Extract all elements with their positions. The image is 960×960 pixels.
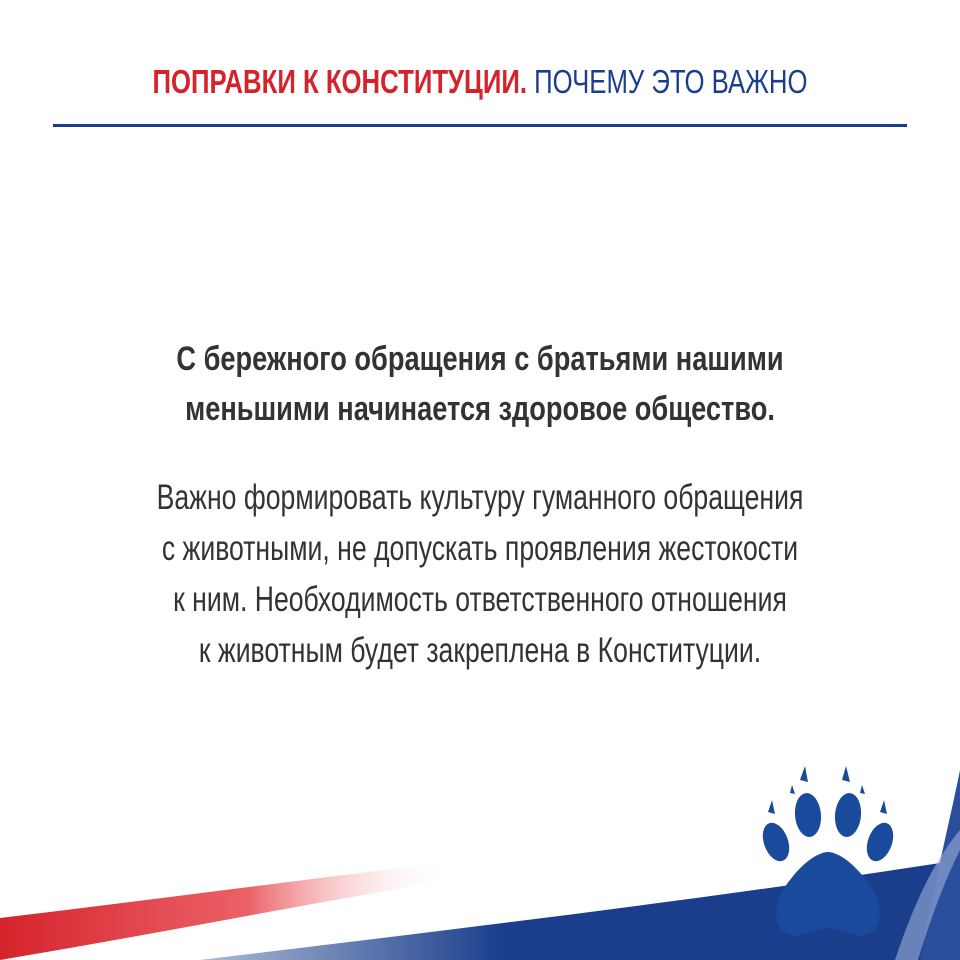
title-red: ПОПРАВКИ К КОНСТИТУЦИИ.	[152, 63, 528, 100]
body-line-3: к ним. Необходимость ответственного отношения	[173, 580, 787, 619]
body-line-2: с животными, не допускать проявления жестокости	[161, 529, 799, 568]
lead-line-2: меньшими начинается здоровое общество.	[185, 390, 775, 428]
body-line-1: Важно формировать культуру гуманного обращения	[156, 478, 804, 517]
paw-print-icon	[758, 766, 898, 936]
lead-line-1: С бережного обращения с братьями нашими	[176, 340, 784, 378]
title-blue: ПОЧЕМУ ЭТО ВАЖНО	[534, 63, 808, 100]
body-line-4: к животным будет закреплена в Конституции.	[198, 631, 762, 670]
